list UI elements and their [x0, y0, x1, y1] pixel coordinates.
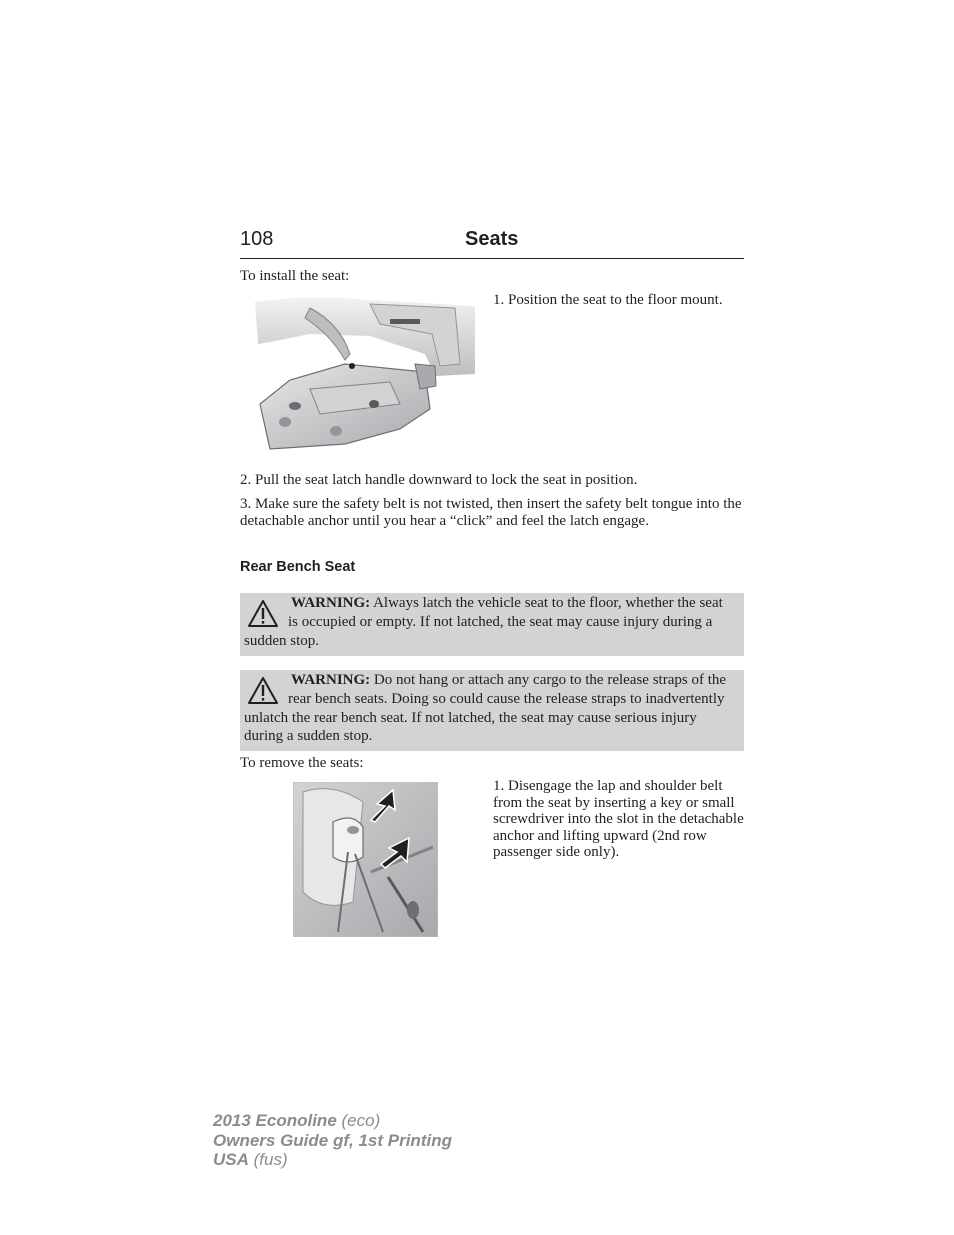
warning-triangle-icon	[244, 673, 282, 707]
remove-intro: To remove the seats:	[240, 755, 364, 771]
install-step-1: 1. Position the seat to the floor mount.	[493, 292, 723, 308]
install-step-2: 2. Pull the seat latch handle downward to lock the seat in position.	[240, 472, 638, 488]
install-step-3: 3. Make sure the safety belt is not twisted, then insert the safety belt tongue into the detachable anchor until you hear a “click” and feel the latch engage.	[240, 496, 742, 529]
page-number: 108	[240, 228, 274, 250]
warning-triangle-icon	[244, 596, 282, 630]
footer-guide: Owners Guide gf, 1st Printing	[213, 1130, 452, 1150]
warning-box-latch	[240, 593, 744, 656]
warning-label: WARNING:	[291, 672, 371, 688]
warning-text: Always latch the vehicle seat to the floor, whether the seat is occupied or empty. If not latched, the seat may cause injury during a sudden stop.	[244, 595, 723, 649]
warning-text: Do not hang or attach any cargo to the release straps of the rear bench seats. Doing so could cause the release straps to inadvertently unlatch the rear bench seat. If not latched, the seat may cause serious injury during a sudden stop.	[244, 672, 727, 745]
detachable-anchor-illustration	[293, 782, 438, 937]
warning-label: WARNING:	[291, 595, 371, 611]
footer-market-code: (fus)	[248, 1150, 288, 1169]
warning-box-cargo	[240, 670, 744, 751]
install-intro: To install the seat:	[240, 268, 350, 284]
footer-model: 2013 Econoline	[213, 1111, 337, 1130]
seat-floor-mount-illustration	[250, 294, 478, 456]
document-footer	[213, 1111, 452, 1170]
rear-bench-seat-heading: Rear Bench Seat	[240, 559, 356, 575]
footer-model-code: (eco)	[336, 1111, 381, 1130]
section-title: Seats	[465, 228, 519, 250]
footer-market: USA	[213, 1150, 249, 1169]
remove-step-1: 1. Disengage the lap and shoulder belt from the seat by inserting a key or small screwdriver into the slot in the detachable anchor and lifting upward (2nd row passenger side only).	[493, 778, 744, 860]
header-divider	[240, 258, 744, 259]
